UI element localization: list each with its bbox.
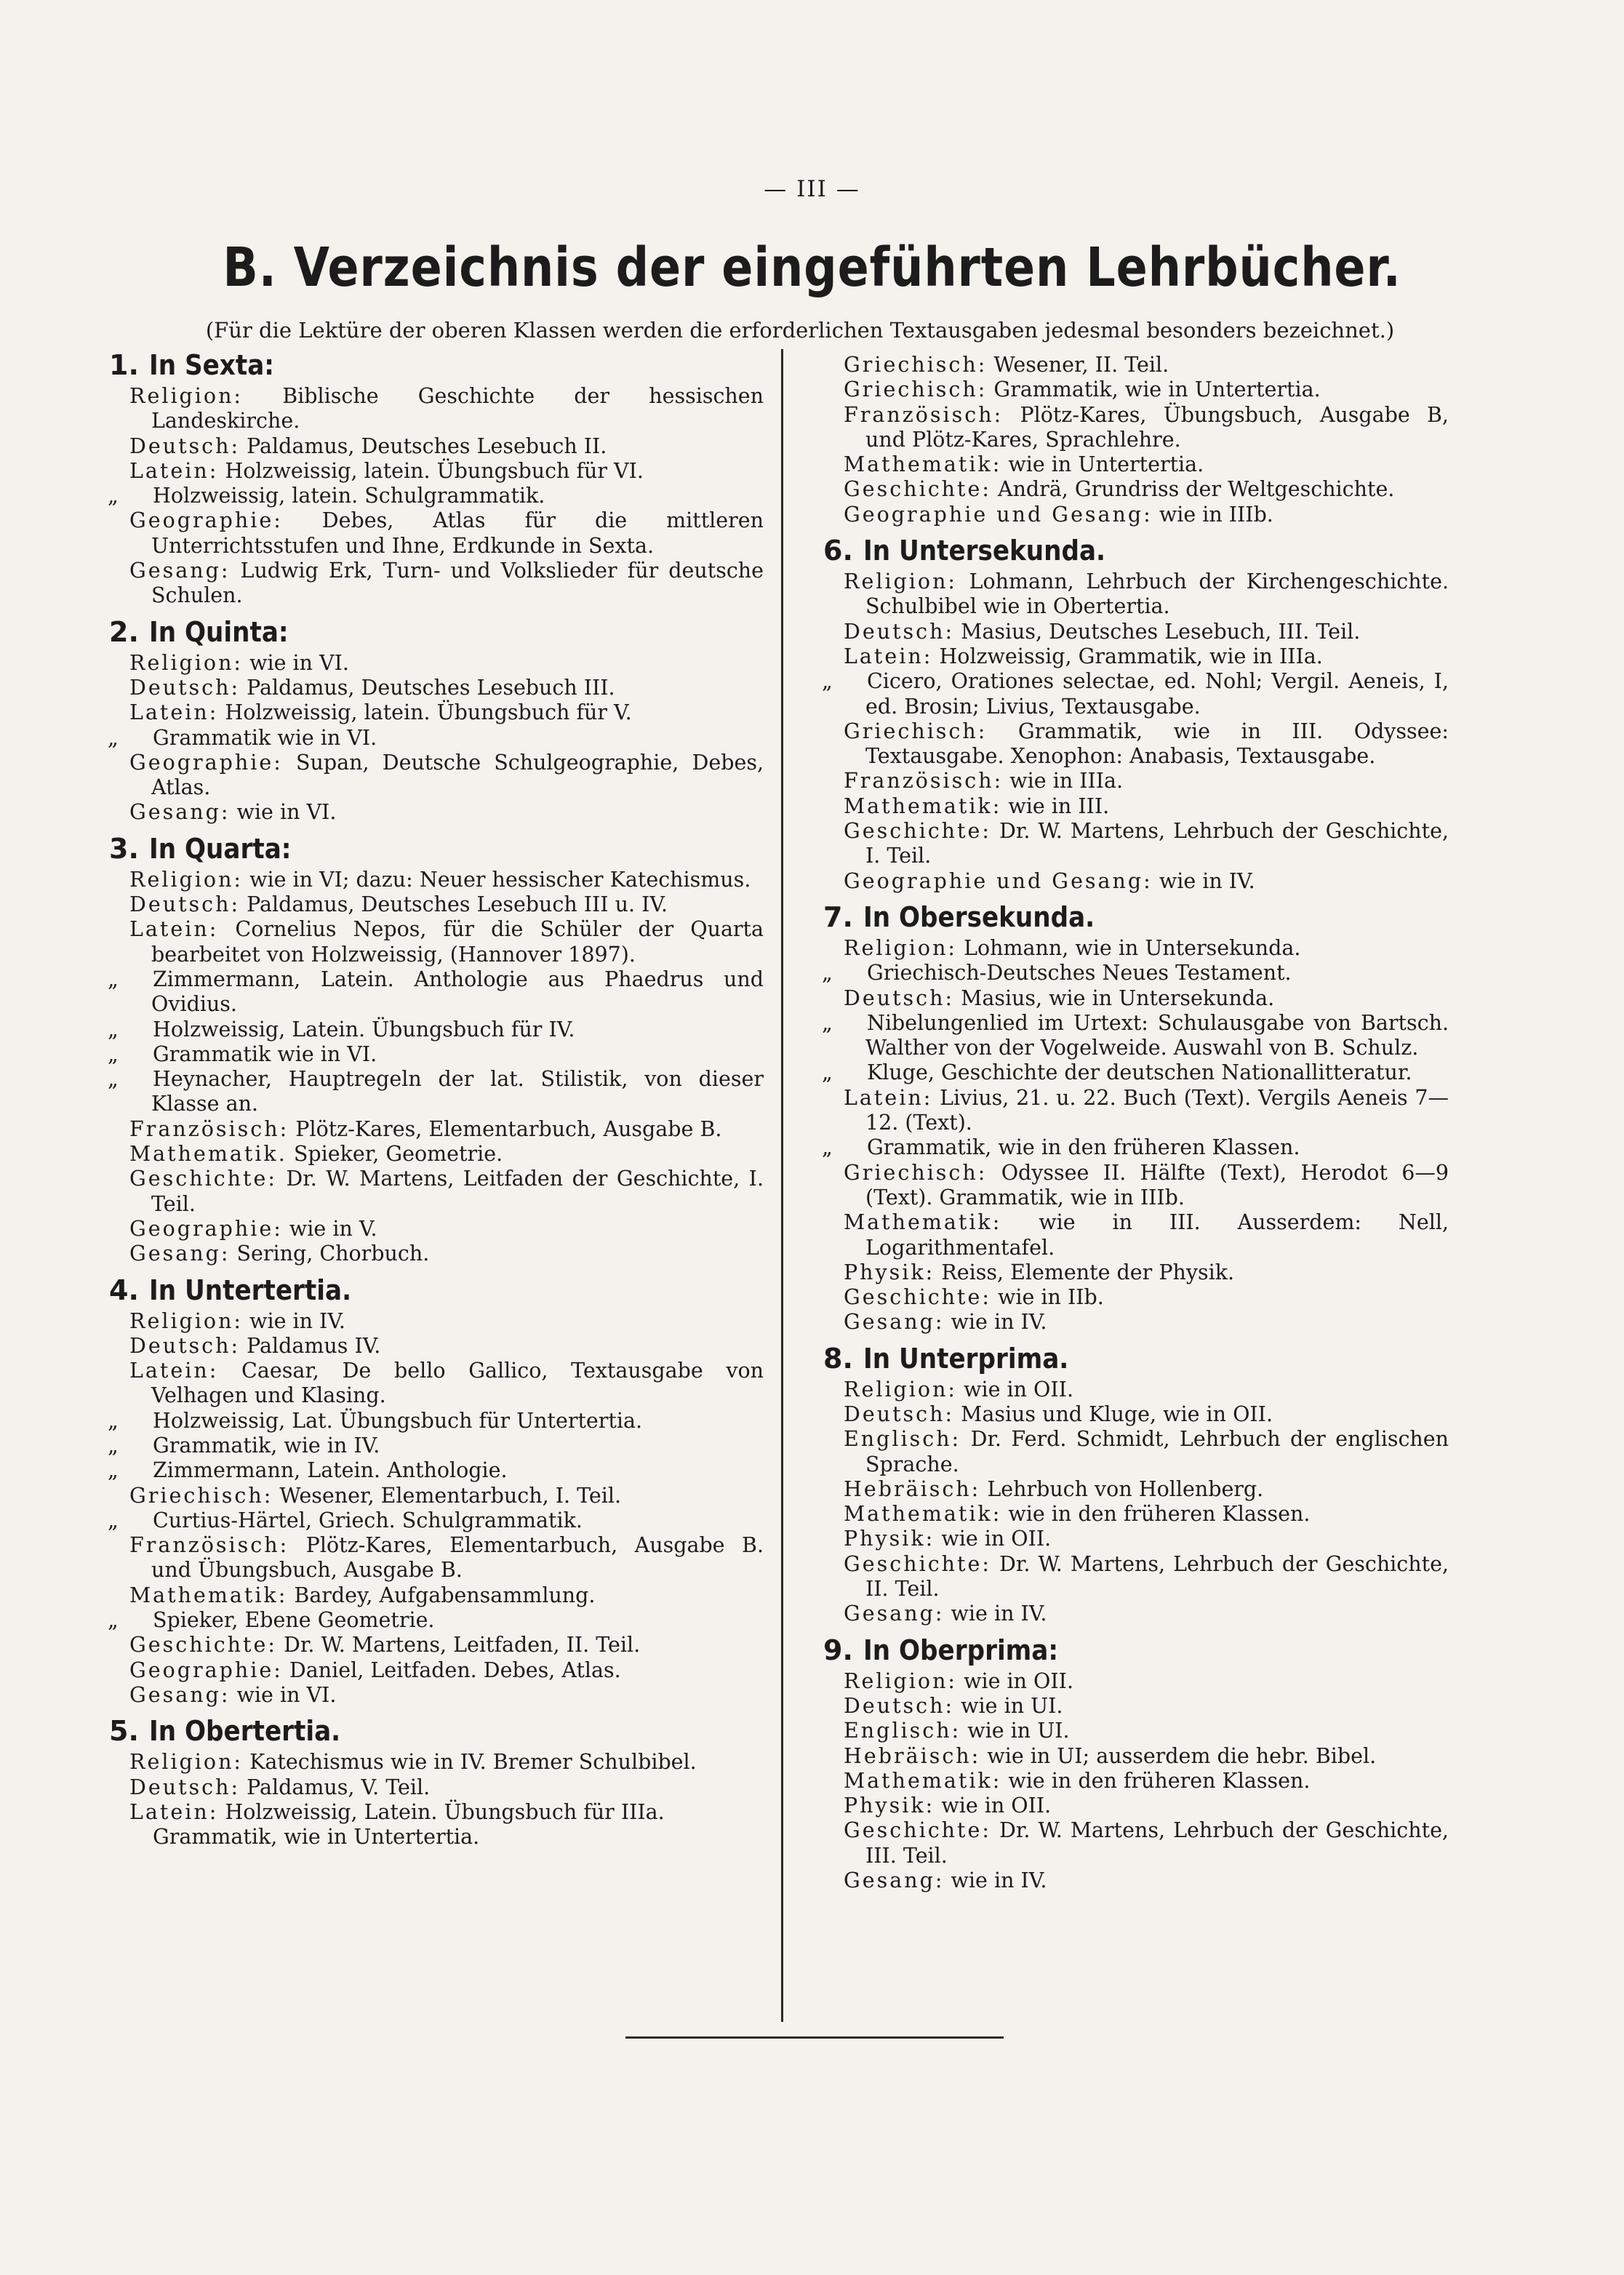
subject-label: Gesang: — [129, 559, 231, 583]
subject-label: Latein: — [129, 917, 219, 942]
subject-label: Griechisch: — [844, 377, 988, 402]
subject-label: Geschichte: — [844, 1551, 991, 1576]
book-entry — [109, 917, 764, 967]
book-text: Wesener, II. Teil. — [993, 353, 1169, 377]
book-entry — [823, 769, 1449, 793]
book-text: wie in VI. — [236, 1682, 337, 1707]
section-number: 7. — [823, 900, 853, 933]
book-text: wie in OII. — [941, 1794, 1052, 1818]
book-text: Grammatik wie in VI. — [153, 725, 377, 750]
ditto-mark: „ — [108, 1433, 119, 1458]
book-text: wie in den früheren Klassen. — [1008, 1768, 1311, 1793]
book-entry — [823, 986, 1449, 1011]
book-entry — [823, 1378, 1449, 1402]
ditto-mark: „ — [822, 961, 833, 985]
subject-label: Mathematik. — [129, 1142, 287, 1167]
subject-label: Geographie und Gesang: — [844, 502, 1153, 527]
book-entry — [109, 1775, 764, 1800]
book-text: Grammatik, wie in Untertertia. — [993, 377, 1321, 402]
subject-label: Gesang: — [844, 1868, 945, 1893]
ditto-mark: „ — [822, 1010, 833, 1035]
subject-label: Gesang: — [129, 1242, 231, 1266]
book-entry — [823, 1427, 1449, 1477]
book-text: wie in III. — [1008, 793, 1110, 818]
book-entry — [109, 1533, 764, 1583]
book-entry-continued — [823, 669, 1449, 719]
book-text: Paldamus, Deutsches Lesebuch II. — [247, 433, 607, 458]
book-entry — [109, 1167, 764, 1217]
book-text: Grammatik wie in VI. — [153, 1041, 377, 1066]
book-entry — [823, 1502, 1449, 1527]
book-text: Cicero, Orationes selectae, ed. Nohl; Vergil. Aeneis, I, ed. Brosin; Livius, Textausgabe. — [865, 669, 1449, 719]
subject-label: Englisch: — [844, 1427, 961, 1452]
subject-label: Latein: — [129, 1359, 219, 1383]
book-entry — [823, 569, 1449, 620]
book-entry-continued — [109, 1042, 764, 1067]
subject-label: Hebräisch: — [844, 1476, 981, 1501]
section-number: 9. — [823, 1634, 853, 1666]
book-entry — [823, 869, 1449, 894]
book-entry — [109, 1484, 764, 1508]
column-divider — [781, 349, 783, 2022]
subject-label: Geographie: — [129, 1658, 283, 1682]
subject-label: Religion: — [129, 867, 244, 892]
book-text: Zimmermann, Latein. Anthologie aus Phaedrus und Ovidius. — [151, 967, 764, 1017]
book-text: Dr. Ferd. Schmidt, Lehrbuch der englischen Sprache. — [865, 1427, 1449, 1476]
book-entry — [823, 1402, 1449, 1427]
book-text: Masius, wie in Untersekunda. — [961, 985, 1275, 1010]
subject-label: Geographie: — [129, 508, 283, 533]
book-text: Spieker, Geometrie. — [293, 1142, 503, 1167]
subject-label: Mathematik: — [844, 793, 1002, 818]
section-title: In Sexta: — [148, 349, 274, 381]
book-text: Curtius-Härtel, Griech. Schulgrammatik. — [153, 1508, 583, 1532]
book-text: Holzweissig, Latein. Übungsbuch für IIIa. — [225, 1799, 665, 1824]
subject-label: Geschichte: — [129, 1167, 277, 1191]
subject-label: Geographie und Gesang: — [844, 868, 1153, 893]
book-entry — [823, 1818, 1449, 1868]
subject-label: Mathematik: — [844, 452, 1002, 477]
ditto-mark: „ — [108, 1458, 119, 1483]
bottom-rule — [625, 2036, 1004, 2039]
subject-label: Geschichte: — [844, 819, 991, 844]
book-text: wie in OII. — [964, 1377, 1073, 1402]
book-entry-continued — [823, 1060, 1449, 1085]
book-entry — [823, 1744, 1449, 1769]
book-entry-continued — [109, 1458, 764, 1483]
book-text: wie in III. Ausserdem: Nell, Logarithmentafel. — [865, 1210, 1449, 1260]
section-heading — [109, 1271, 764, 1309]
book-entry — [823, 1669, 1449, 1694]
section-title: In Quinta: — [148, 615, 289, 648]
section-title: In Unterprima. — [863, 1342, 1069, 1375]
book-text: Wesener, Elementarbuch, I. Teil. — [279, 1483, 622, 1508]
book-entry — [109, 459, 764, 484]
section-heading — [109, 613, 764, 651]
book-text: wie in IIIa. — [1009, 769, 1124, 793]
book-entry — [823, 1310, 1449, 1335]
book-text: Plötz-Kares, Übungsbuch, Ausgabe B, und Plötz-Kares, Sprachlehre. — [865, 402, 1449, 452]
book-text: Holzweissig, latein. Übungsbuch für V. — [225, 700, 632, 725]
subject-label: Französisch: — [844, 769, 1004, 793]
book-text: wie in IV. — [1159, 868, 1255, 893]
left-column — [109, 342, 764, 1850]
book-entry — [823, 620, 1449, 644]
section-title: In Obersekunda. — [863, 900, 1095, 933]
subject-label: Französisch: — [844, 402, 1004, 427]
book-entry — [823, 794, 1449, 819]
book-text: Supan, Deutsche Schulgeographie, Debes, Atlas. — [151, 750, 764, 800]
book-text: Paldamus, V. Teil. — [247, 1775, 431, 1799]
book-text: Paldamus IV. — [247, 1333, 381, 1358]
book-entry — [823, 936, 1449, 961]
section-number: 3. — [109, 832, 139, 865]
subject-label: Religion: — [844, 1668, 958, 1693]
book-entry — [823, 452, 1449, 477]
book-text: Spieker, Ebene Geometrie. — [153, 1608, 435, 1633]
subject-label: Religion: — [129, 1750, 244, 1775]
subject-label: Physik: — [844, 1794, 935, 1818]
book-entry — [109, 1117, 764, 1142]
book-text: Griechisch-Deutsches Neues Testament. — [867, 961, 1292, 985]
book-entry-continued — [109, 1434, 764, 1458]
book-entry-continued — [109, 1508, 764, 1533]
book-entry — [109, 1800, 764, 1825]
book-entry — [109, 868, 764, 892]
book-entry — [109, 1583, 764, 1608]
book-entry — [823, 1285, 1449, 1310]
book-entry — [109, 1683, 764, 1708]
book-entry — [109, 1217, 764, 1242]
subject-label: Deutsch: — [844, 1402, 955, 1426]
book-entry — [823, 1794, 1449, 1818]
ditto-mark: „ — [108, 725, 119, 750]
ditto-mark: „ — [108, 967, 119, 991]
book-text: wie in VI. — [249, 650, 349, 675]
book-entry — [823, 403, 1449, 453]
ditto-mark: „ — [108, 484, 119, 508]
book-entry — [823, 377, 1449, 402]
book-entry — [109, 892, 764, 917]
book-text: Holzweissig, Latein. Übungsbuch für IV. — [153, 1017, 575, 1041]
subject-label: Englisch: — [844, 1719, 961, 1743]
book-text: wie in den früheren Klassen. — [1008, 1502, 1311, 1527]
ditto-mark: „ — [108, 1067, 119, 1092]
book-entry-continued — [109, 726, 764, 751]
section-title: In Obertertia. — [148, 1715, 341, 1748]
section-number: 6. — [823, 535, 853, 567]
book-text: Daniel, Leitfaden. Debes, Atlas. — [289, 1658, 621, 1682]
section-heading — [823, 1631, 1449, 1669]
book-text: wie in IV. — [951, 1310, 1047, 1335]
section-number: 1. — [109, 349, 139, 381]
book-text: Dr. W. Martens, Lehrbuch der Geschichte, III. Teil. — [865, 1818, 1449, 1868]
book-entry-continued — [109, 1825, 764, 1850]
subject-label: Deutsch: — [129, 675, 241, 700]
subject-label: Latein: — [844, 644, 933, 668]
book-text: Holzweissig, Grammatik, wie in IIIa. — [939, 644, 1323, 668]
book-entry — [109, 1633, 764, 1658]
book-text: Dr. W. Martens, Lehrbuch der Geschichte, I. Teil. — [865, 819, 1449, 868]
book-text: Lohmann, wie in Untersekunda. — [964, 935, 1301, 960]
book-entry — [823, 1719, 1449, 1743]
section-title: In Untertertia. — [148, 1274, 351, 1306]
book-text: Plötz-Kares, Elementarbuch, Ausgabe B. und Übungsbuch, Ausgabe B. — [151, 1533, 764, 1583]
book-text: wie in IIb. — [998, 1285, 1104, 1310]
page-number: — III — — [764, 176, 860, 202]
book-text: Holzweissig, Lat. Übungsbuch für Untertertia. — [153, 1408, 643, 1433]
section-heading — [823, 532, 1449, 569]
book-text: wie in UI. — [961, 1693, 1063, 1718]
book-entry — [823, 819, 1449, 869]
book-entry — [109, 800, 764, 825]
book-entry — [109, 651, 764, 676]
section-number: 5. — [109, 1715, 139, 1748]
book-text: wie in VI; dazu: Neuer hessischer Katechismus. — [249, 867, 751, 892]
subject-label: Deutsch: — [129, 1775, 241, 1799]
section-title: In Oberprima: — [863, 1634, 1058, 1666]
subject-label: Geschichte: — [844, 1285, 991, 1310]
book-entry — [109, 1750, 764, 1775]
book-text: Caesar, De bello Gallico, Textausgabe von Velhagen und Klasing. — [151, 1359, 764, 1408]
book-text: Lohmann, Lehrbuch der Kirchengeschichte. Schulbibel wie in Obertertia. — [865, 569, 1449, 619]
book-text: wie in OII. — [941, 1527, 1052, 1551]
book-text: Paldamus, Deutsches Lesebuch III u. IV. — [247, 892, 668, 917]
book-text: Holzweissig, latein. Schulgrammatik. — [153, 484, 545, 508]
subject-label: Religion: — [844, 1377, 958, 1402]
book-text: Bardey, Aufgabensammlung. — [294, 1583, 596, 1607]
book-text: Grammatik, wie in den früheren Klassen. — [867, 1135, 1300, 1160]
subject-label: Physik: — [844, 1527, 935, 1551]
subject-label: Physik: — [844, 1260, 935, 1284]
book-text: Lehrbuch von Hollenberg. — [987, 1476, 1264, 1501]
book-entry — [109, 1142, 764, 1167]
section-heading — [109, 830, 764, 868]
book-text: Dr. W. Martens, Leitfaden, II. Teil. — [284, 1633, 641, 1658]
book-text: Katechismus wie in IV. Bremer Schulbibel. — [249, 1750, 697, 1775]
subject-label: Geschichte: — [844, 1818, 991, 1843]
book-entry — [823, 1769, 1449, 1794]
book-text: wie in OII. — [964, 1668, 1073, 1693]
book-entry-continued — [823, 1135, 1449, 1160]
subject-label: Französisch: — [129, 1533, 289, 1558]
book-entry — [823, 1694, 1449, 1719]
book-text: Dr. W. Martens, Leitfaden der Geschichte, I. Teil. — [151, 1167, 764, 1216]
book-entry — [109, 700, 764, 725]
subject-label: Gesang: — [844, 1602, 945, 1626]
book-text: wie in UI. — [967, 1719, 1070, 1743]
subject-label: Religion: — [844, 569, 958, 594]
book-text: Paldamus, Deutsches Lesebuch III. — [247, 675, 615, 700]
subject-label: Latein: — [844, 1085, 933, 1110]
book-entry-continued — [109, 967, 764, 1017]
section-heading — [109, 1712, 764, 1750]
book-text: Holzweissig, latein. Übungsbuch für VI. — [225, 458, 644, 483]
book-entry — [109, 676, 764, 700]
book-entry — [109, 1359, 764, 1409]
book-entry-continued — [823, 961, 1449, 985]
book-entry — [109, 1334, 764, 1359]
subject-label: Gesang: — [129, 1682, 231, 1707]
subject-label: Religion: — [844, 935, 958, 960]
book-entry — [823, 503, 1449, 527]
ditto-mark: „ — [108, 1408, 119, 1433]
book-text: Plötz-Kares, Elementarbuch, Ausgabe B. — [295, 1116, 722, 1141]
book-text: Dr. W. Martens, Lehrbuch der Geschichte, II. Teil. — [865, 1551, 1449, 1602]
book-text: Grammatik, wie in IV. — [153, 1433, 380, 1458]
section-number: 4. — [109, 1274, 139, 1306]
book-text: Zimmermann, Latein. Anthologie. — [153, 1458, 508, 1483]
book-entry — [823, 1552, 1449, 1602]
subject-label: Deutsch: — [129, 892, 241, 917]
section-title: In Quarta: — [148, 832, 292, 865]
subject-label: Deutsch: — [129, 433, 241, 458]
book-text: wie in VI. — [236, 800, 337, 825]
section-heading — [823, 1340, 1449, 1378]
book-entry-continued — [109, 1017, 764, 1042]
right-column — [823, 353, 1449, 1893]
book-text: wie in V. — [289, 1216, 377, 1241]
book-text: Livius, 21. u. 22. Buch (Text). Vergils Aeneis 7—12. (Text). — [865, 1085, 1449, 1135]
book-entry — [823, 1161, 1449, 1211]
page-title: B. Verzeichnis der eingeführten Lehrbücher. — [223, 236, 1401, 299]
book-text: Cornelius Nepos, für die Schüler der Quarta bearbeitet von Holzweissig, (Hannover 1897). — [151, 917, 764, 967]
subject-label: Gesang: — [129, 800, 231, 825]
book-entry — [823, 1210, 1449, 1260]
book-entry — [823, 719, 1449, 769]
book-text: wie in Untertertia. — [1008, 452, 1204, 477]
ditto-mark: „ — [822, 1135, 833, 1160]
subject-label: Geographie: — [129, 1216, 283, 1241]
book-entry-continued — [109, 1409, 764, 1434]
book-entry-continued — [109, 1067, 764, 1117]
book-text: wie in IV. — [951, 1602, 1047, 1626]
book-text: wie in IV. — [951, 1868, 1047, 1893]
book-entry — [823, 1477, 1449, 1502]
subject-label: Latein: — [129, 458, 219, 483]
book-text: Debes, Atlas für die mittleren Unterrichtsstufen und Ihne, Erdkunde in Sexta. — [151, 508, 764, 558]
book-text: Kluge, Geschichte der deutschen Nationallitteratur. — [867, 1060, 1412, 1085]
book-text: Nibelungenlied im Urtext: Schulausgabe von Bartsch. Walther von der Vogelweide. Auswahl von B. Schulz. — [865, 1010, 1449, 1060]
subject-label: Geschichte: — [844, 477, 991, 502]
subject-label: Gesang: — [844, 1310, 945, 1335]
subject-label: Religion: — [129, 650, 244, 675]
book-entry — [109, 434, 764, 459]
book-text: Grammatik, wie in Untertertia. — [153, 1825, 480, 1850]
subject-label: Geschichte: — [129, 1633, 277, 1658]
ditto-mark: „ — [108, 1041, 119, 1066]
book-text: Heynacher, Hauptregeln der lat. Stilistik, von dieser Klasse an. — [151, 1067, 764, 1116]
subject-label: Griechisch: — [844, 719, 988, 743]
book-entry — [109, 508, 764, 559]
book-entry-continued — [109, 1608, 764, 1633]
book-entry — [823, 1868, 1449, 1893]
book-entry-continued — [823, 1011, 1449, 1061]
subject-label: Geographie: — [129, 750, 283, 775]
book-text: Odyssee II. Hälfte (Text), Herodot 6—9 (Text). Grammatik, wie in IIIb. — [865, 1160, 1449, 1210]
page-subtitle: (Für die Lektüre der oberen Klassen werden die erforderlichen Textausgaben jedesmal besonders bezeichnet.) — [205, 318, 1395, 343]
book-text: Masius und Kluge, wie in OII. — [961, 1402, 1273, 1426]
ditto-mark: „ — [822, 669, 833, 694]
ditto-mark: „ — [108, 1017, 119, 1041]
book-text: Grammatik, wie in III. Odyssee: Textausgabe. Xenophon: Anabasis, Textausgabe. — [865, 719, 1449, 769]
book-text: Masius, Deutsches Lesebuch, III. Teil. — [961, 619, 1361, 644]
book-text: Biblische Geschichte der hessischen Landeskirche. — [151, 384, 764, 433]
subject-label: Religion: — [129, 1308, 244, 1333]
book-entry — [823, 1260, 1449, 1285]
section-heading — [823, 898, 1449, 936]
ditto-mark: „ — [822, 1060, 833, 1085]
book-entry — [109, 384, 764, 434]
book-entry — [823, 477, 1449, 502]
book-entry — [109, 559, 764, 609]
subject-label: Mathematik: — [844, 1502, 1002, 1527]
subject-label: Französisch: — [129, 1116, 289, 1141]
subject-label: Griechisch: — [844, 353, 988, 377]
book-text: Reiss, Elemente der Physik. — [941, 1260, 1235, 1284]
book-entry-continued — [109, 484, 764, 508]
subject-label: Deutsch: — [844, 1693, 955, 1718]
section-number: 8. — [823, 1342, 853, 1375]
book-entry — [823, 1527, 1449, 1551]
book-text: Andrä, Grundriss der Weltgeschichte. — [998, 477, 1395, 502]
subject-label: Deutsch: — [129, 1333, 241, 1358]
subject-label: Religion: — [129, 384, 244, 408]
book-entry — [823, 1086, 1449, 1136]
subject-label: Mathematik: — [844, 1768, 1002, 1793]
subject-label: Griechisch: — [129, 1483, 273, 1508]
ditto-mark: „ — [108, 1508, 119, 1532]
subject-label: Latein: — [129, 1799, 219, 1824]
subject-label: Mathematik: — [129, 1583, 288, 1607]
subject-label: Deutsch: — [844, 619, 955, 644]
book-entry — [823, 644, 1449, 669]
book-text: wie in UI; ausserdem die hebr. Bibel. — [987, 1743, 1377, 1768]
subject-label: Hebräisch: — [844, 1743, 981, 1768]
subject-label: Deutsch: — [844, 985, 955, 1010]
subject-label: Griechisch: — [844, 1160, 988, 1185]
subject-label: Latein: — [129, 700, 219, 725]
book-text: Ludwig Erk, Turn- und Volkslieder für deutsche Schulen. — [151, 559, 764, 608]
book-text: wie in IIIb. — [1159, 502, 1273, 527]
book-entry — [109, 751, 764, 801]
book-entry — [823, 1602, 1449, 1626]
section-heading — [109, 346, 764, 384]
section-title: In Untersekunda. — [863, 535, 1105, 567]
book-entry — [109, 1309, 764, 1334]
book-text: Sering, Chorbuch. — [236, 1242, 430, 1266]
section-number: 2. — [109, 615, 139, 648]
subject-label: Mathematik: — [844, 1210, 1002, 1235]
book-entry — [823, 353, 1449, 377]
book-entry — [109, 1242, 764, 1266]
book-entry — [109, 1658, 764, 1683]
book-text: wie in IV. — [249, 1308, 345, 1333]
ditto-mark: „ — [108, 1608, 119, 1633]
